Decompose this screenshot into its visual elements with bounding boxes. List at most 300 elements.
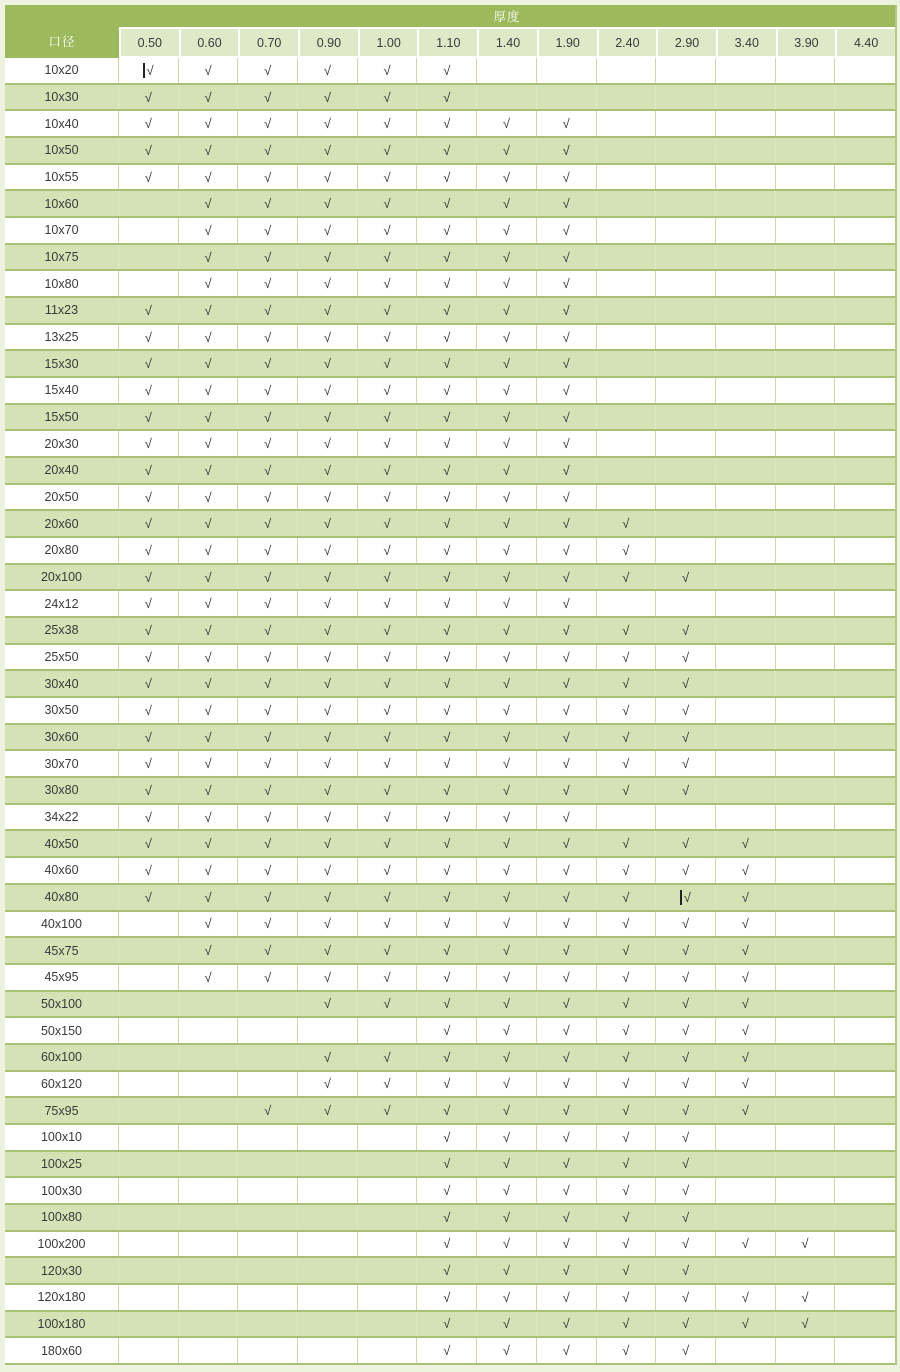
check-cell-30x60-2.90[interactable]: √ [656,725,716,750]
row-label[interactable]: 20x30 [5,431,119,456]
row-label[interactable]: 34x22 [5,805,119,830]
check-cell-120x30-0.90[interactable] [298,1258,358,1283]
check-cell-60x120-3.40[interactable]: √ [716,1072,776,1097]
row-label[interactable]: 10x60 [5,191,119,216]
check-cell-15x40-1.10[interactable]: √ [417,378,477,403]
check-cell-30x50-1.40[interactable]: √ [477,698,537,723]
check-cell-40x80-0.50[interactable]: √ [119,885,179,910]
row-label[interactable]: 30x80 [5,778,119,803]
check-cell-20x100-0.60[interactable]: √ [179,565,239,590]
check-cell-20x100-2.90[interactable]: √ [656,565,716,590]
row-label[interactable]: 11x23 [5,298,119,323]
check-cell-10x75-1.90[interactable]: √ [537,245,597,270]
check-cell-120x30-3.90[interactable] [776,1258,836,1283]
check-cell-20x60-1.90[interactable]: √ [537,511,597,536]
check-cell-50x100-1.40[interactable]: √ [477,992,537,1017]
check-cell-50x100-1.00[interactable]: √ [358,992,418,1017]
check-cell-100x25-0.70[interactable] [238,1152,298,1177]
check-cell-10x40-2.90[interactable] [656,111,716,136]
check-cell-50x150-0.70[interactable] [238,1018,298,1043]
check-cell-10x60-3.90[interactable] [776,191,836,216]
check-cell-50x150-4.40[interactable] [835,1018,895,1043]
check-cell-13x25-0.50[interactable]: √ [119,325,179,350]
thickness-col-3.40[interactable]: 3.40 [718,29,776,56]
check-cell-45x95-0.50[interactable] [119,965,179,990]
check-cell-120x180-4.40[interactable] [835,1285,895,1310]
check-cell-10x55-0.90[interactable]: √ [298,165,358,190]
check-cell-10x60-0.90[interactable]: √ [298,191,358,216]
check-cell-75x95-0.50[interactable] [119,1098,179,1123]
check-cell-75x95-3.40[interactable]: √ [716,1098,776,1123]
check-cell-75x95-4.40[interactable] [835,1098,895,1123]
check-cell-20x60-1.00[interactable]: √ [358,511,418,536]
check-cell-50x100-2.90[interactable]: √ [656,992,716,1017]
row-label[interactable]: 30x60 [5,725,119,750]
check-cell-75x95-1.90[interactable]: √ [537,1098,597,1123]
thickness-col-2.40[interactable]: 2.40 [599,29,657,56]
check-cell-20x60-1.10[interactable]: √ [417,511,477,536]
check-cell-10x20-0.60[interactable]: √ [179,58,239,83]
check-cell-40x60-0.90[interactable]: √ [298,858,358,883]
check-cell-40x100-1.40[interactable]: √ [477,912,537,937]
check-cell-75x95-0.70[interactable]: √ [238,1098,298,1123]
check-cell-120x180-1.00[interactable] [358,1285,418,1310]
check-cell-40x50-3.40[interactable]: √ [716,831,776,856]
check-cell-10x55-0.70[interactable]: √ [238,165,298,190]
check-cell-30x70-1.90[interactable]: √ [537,751,597,776]
check-cell-100x10-2.40[interactable]: √ [597,1125,657,1150]
check-cell-25x50-0.50[interactable]: √ [119,645,179,670]
check-cell-40x60-3.40[interactable]: √ [716,858,776,883]
check-cell-30x80-4.40[interactable] [835,778,895,803]
check-cell-20x60-2.90[interactable] [656,511,716,536]
check-cell-10x60-4.40[interactable] [835,191,895,216]
check-cell-40x100-1.90[interactable]: √ [537,912,597,937]
check-cell-20x60-3.40[interactable] [716,511,776,536]
check-cell-100x180-1.90[interactable]: √ [537,1312,597,1337]
check-cell-20x50-3.40[interactable] [716,485,776,510]
check-cell-20x50-1.10[interactable]: √ [417,485,477,510]
check-cell-15x30-3.90[interactable] [776,351,836,376]
check-cell-25x38-0.90[interactable]: √ [298,618,358,643]
row-label[interactable]: 50x150 [5,1018,119,1043]
check-cell-60x120-2.40[interactable]: √ [597,1072,657,1097]
check-cell-20x100-3.90[interactable] [776,565,836,590]
check-cell-10x20-3.90[interactable] [776,58,836,83]
check-cell-34x22-0.60[interactable]: √ [179,805,239,830]
check-cell-15x50-1.90[interactable]: √ [537,405,597,430]
check-cell-10x60-1.40[interactable]: √ [477,191,537,216]
check-cell-20x30-3.40[interactable] [716,431,776,456]
check-cell-60x100-3.90[interactable] [776,1045,836,1070]
check-cell-15x50-0.60[interactable]: √ [179,405,239,430]
check-cell-11x23-2.90[interactable] [656,298,716,323]
check-cell-13x25-1.40[interactable]: √ [477,325,537,350]
check-cell-30x50-0.60[interactable]: √ [179,698,239,723]
check-cell-20x60-0.70[interactable]: √ [238,511,298,536]
check-cell-20x60-3.90[interactable] [776,511,836,536]
check-cell-60x100-3.40[interactable]: √ [716,1045,776,1070]
row-label[interactable]: 20x60 [5,511,119,536]
check-cell-10x55-2.40[interactable] [597,165,657,190]
check-cell-10x60-2.90[interactable] [656,191,716,216]
check-cell-10x80-0.90[interactable]: √ [298,271,358,296]
check-cell-180x60-3.40[interactable] [716,1338,776,1363]
check-cell-10x30-1.10[interactable]: √ [417,85,477,110]
thickness-col-0.50[interactable]: 0.50 [121,29,179,56]
check-cell-100x30-0.50[interactable] [119,1178,179,1203]
thickness-col-0.90[interactable]: 0.90 [300,29,358,56]
check-cell-10x60-0.50[interactable] [119,191,179,216]
check-cell-20x40-2.40[interactable] [597,458,657,483]
check-cell-75x95-0.60[interactable] [179,1098,239,1123]
row-label[interactable]: 20x50 [5,485,119,510]
row-label[interactable]: 10x70 [5,218,119,243]
check-cell-13x25-1.90[interactable]: √ [537,325,597,350]
check-cell-30x70-4.40[interactable] [835,751,895,776]
check-cell-10x40-0.50[interactable]: √ [119,111,179,136]
check-cell-120x180-1.90[interactable]: √ [537,1285,597,1310]
check-cell-30x40-0.70[interactable]: √ [238,671,298,696]
row-label[interactable]: 25x38 [5,618,119,643]
check-cell-20x40-1.10[interactable]: √ [417,458,477,483]
check-cell-50x150-0.90[interactable] [298,1018,358,1043]
row-label[interactable]: 60x100 [5,1045,119,1070]
check-cell-10x70-1.40[interactable]: √ [477,218,537,243]
check-cell-180x60-1.00[interactable] [358,1338,418,1363]
check-cell-10x80-3.90[interactable] [776,271,836,296]
check-cell-10x70-2.90[interactable] [656,218,716,243]
check-cell-60x100-2.40[interactable]: √ [597,1045,657,1070]
thickness-col-3.90[interactable]: 3.90 [778,29,836,56]
check-cell-100x30-2.90[interactable]: √ [656,1178,716,1203]
check-cell-10x30-3.90[interactable] [776,85,836,110]
check-cell-100x25-1.40[interactable]: √ [477,1152,537,1177]
check-cell-13x25-0.90[interactable]: √ [298,325,358,350]
size-thickness-table[interactable] [5,5,897,1365]
check-cell-30x80-1.00[interactable]: √ [358,778,418,803]
caliber-header-cell[interactable] [5,5,119,58]
check-cell-20x50-1.40[interactable]: √ [477,485,537,510]
check-cell-24x12-4.40[interactable] [835,591,895,616]
check-cell-25x50-1.00[interactable]: √ [358,645,418,670]
check-cell-100x180-1.40[interactable]: √ [477,1312,537,1337]
check-cell-100x200-1.00[interactable] [358,1232,418,1257]
check-cell-100x10-0.60[interactable] [179,1125,239,1150]
check-cell-20x80-1.00[interactable]: √ [358,538,418,563]
check-cell-60x120-1.90[interactable]: √ [537,1072,597,1097]
check-cell-100x80-2.40[interactable]: √ [597,1205,657,1230]
check-cell-10x55-3.90[interactable] [776,165,836,190]
check-cell-30x40-0.50[interactable]: √ [119,671,179,696]
check-cell-10x75-4.40[interactable] [835,245,895,270]
check-cell-10x40-1.90[interactable]: √ [537,111,597,136]
row-label[interactable]: 10x75 [5,245,119,270]
check-cell-100x80-3.40[interactable] [716,1205,776,1230]
check-cell-20x30-2.40[interactable] [597,431,657,456]
check-cell-25x38-1.90[interactable]: √ [537,618,597,643]
check-cell-60x100-0.90[interactable]: √ [298,1045,358,1070]
check-cell-40x80-1.40[interactable]: √ [477,885,537,910]
check-cell-10x80-0.60[interactable]: √ [179,271,239,296]
check-cell-100x30-1.90[interactable]: √ [537,1178,597,1203]
check-cell-11x23-3.90[interactable] [776,298,836,323]
check-cell-20x50-2.90[interactable] [656,485,716,510]
check-cell-75x95-0.90[interactable]: √ [298,1098,358,1123]
check-cell-50x100-0.60[interactable] [179,992,239,1017]
check-cell-10x70-4.40[interactable] [835,218,895,243]
row-label[interactable]: 20x100 [5,565,119,590]
thickness-col-2.90[interactable]: 2.90 [658,29,716,56]
check-cell-100x180-1.10[interactable]: √ [417,1312,477,1337]
check-cell-34x22-1.40[interactable]: √ [477,805,537,830]
check-cell-10x75-2.40[interactable] [597,245,657,270]
check-cell-13x25-3.40[interactable] [716,325,776,350]
check-cell-45x95-3.40[interactable]: √ [716,965,776,990]
check-cell-15x40-3.40[interactable] [716,378,776,403]
check-cell-30x60-1.00[interactable]: √ [358,725,418,750]
check-cell-15x30-1.90[interactable]: √ [537,351,597,376]
check-cell-120x180-3.40[interactable]: √ [716,1285,776,1310]
check-cell-20x100-0.70[interactable]: √ [238,565,298,590]
check-cell-180x60-1.90[interactable]: √ [537,1338,597,1363]
check-cell-30x70-1.40[interactable]: √ [477,751,537,776]
check-cell-100x200-0.50[interactable] [119,1232,179,1257]
check-cell-120x180-1.40[interactable]: √ [477,1285,537,1310]
check-cell-180x60-3.90[interactable] [776,1338,836,1363]
check-cell-34x22-1.90[interactable]: √ [537,805,597,830]
check-cell-60x100-1.00[interactable]: √ [358,1045,418,1070]
check-cell-10x40-1.40[interactable]: √ [477,111,537,136]
row-label[interactable]: 20x40 [5,458,119,483]
check-cell-10x80-1.10[interactable]: √ [417,271,477,296]
check-cell-45x75-1.90[interactable]: √ [537,938,597,963]
check-cell-11x23-0.50[interactable]: √ [119,298,179,323]
check-cell-10x55-1.90[interactable]: √ [537,165,597,190]
check-cell-30x80-2.90[interactable]: √ [656,778,716,803]
check-cell-10x80-2.40[interactable] [597,271,657,296]
check-cell-15x30-2.90[interactable] [656,351,716,376]
check-cell-40x60-1.00[interactable]: √ [358,858,418,883]
check-cell-100x10-1.00[interactable] [358,1125,418,1150]
check-cell-100x80-1.90[interactable]: √ [537,1205,597,1230]
check-cell-11x23-1.10[interactable]: √ [417,298,477,323]
check-cell-24x12-1.10[interactable]: √ [417,591,477,616]
check-cell-40x80-1.10[interactable]: √ [417,885,477,910]
check-cell-40x100-0.90[interactable]: √ [298,912,358,937]
check-cell-11x23-1.40[interactable]: √ [477,298,537,323]
check-cell-34x22-4.40[interactable] [835,805,895,830]
check-cell-15x40-0.60[interactable]: √ [179,378,239,403]
check-cell-25x50-1.10[interactable]: √ [417,645,477,670]
check-cell-40x50-1.90[interactable]: √ [537,831,597,856]
check-cell-30x60-1.10[interactable]: √ [417,725,477,750]
check-cell-45x75-0.70[interactable]: √ [238,938,298,963]
check-cell-10x75-1.40[interactable]: √ [477,245,537,270]
check-cell-20x80-3.40[interactable] [716,538,776,563]
check-cell-45x95-2.90[interactable]: √ [656,965,716,990]
check-cell-40x60-3.90[interactable] [776,858,836,883]
check-cell-40x60-1.40[interactable]: √ [477,858,537,883]
check-cell-100x180-2.40[interactable]: √ [597,1312,657,1337]
check-cell-120x30-1.10[interactable]: √ [417,1258,477,1283]
check-cell-15x50-1.10[interactable]: √ [417,405,477,430]
check-cell-120x180-0.90[interactable] [298,1285,358,1310]
check-cell-25x50-2.90[interactable]: √ [656,645,716,670]
check-cell-40x50-1.40[interactable]: √ [477,831,537,856]
check-cell-40x80-4.40[interactable] [835,885,895,910]
check-cell-20x30-0.50[interactable]: √ [119,431,179,456]
check-cell-10x20-1.10[interactable]: √ [417,58,477,83]
check-cell-20x40-1.00[interactable]: √ [358,458,418,483]
check-cell-15x30-0.90[interactable]: √ [298,351,358,376]
check-cell-50x150-3.90[interactable] [776,1018,836,1043]
check-cell-10x80-0.50[interactable] [119,271,179,296]
check-cell-34x22-3.90[interactable] [776,805,836,830]
check-cell-10x20-1.90[interactable] [537,58,597,83]
check-cell-15x50-0.50[interactable]: √ [119,405,179,430]
check-cell-10x40-0.70[interactable]: √ [238,111,298,136]
check-cell-100x30-0.90[interactable] [298,1178,358,1203]
check-cell-10x20-1.00[interactable]: √ [358,58,418,83]
check-cell-75x95-2.40[interactable]: √ [597,1098,657,1123]
check-cell-120x180-0.50[interactable] [119,1285,179,1310]
check-cell-10x80-1.90[interactable]: √ [537,271,597,296]
check-cell-20x40-0.60[interactable]: √ [179,458,239,483]
check-cell-40x100-0.60[interactable]: √ [179,912,239,937]
check-cell-10x75-1.00[interactable]: √ [358,245,418,270]
check-cell-24x12-0.70[interactable]: √ [238,591,298,616]
check-cell-15x50-0.90[interactable]: √ [298,405,358,430]
check-cell-50x150-1.10[interactable]: √ [417,1018,477,1043]
check-cell-20x40-1.40[interactable]: √ [477,458,537,483]
check-cell-10x50-0.60[interactable]: √ [179,138,239,163]
check-cell-100x80-3.90[interactable] [776,1205,836,1230]
check-cell-40x50-1.00[interactable]: √ [358,831,418,856]
check-cell-20x50-0.50[interactable]: √ [119,485,179,510]
check-cell-100x25-1.90[interactable]: √ [537,1152,597,1177]
check-cell-24x12-3.40[interactable] [716,591,776,616]
check-cell-25x38-2.40[interactable]: √ [597,618,657,643]
check-cell-24x12-1.00[interactable]: √ [358,591,418,616]
check-cell-100x180-0.90[interactable] [298,1312,358,1337]
check-cell-100x180-3.90[interactable]: √ [776,1312,836,1337]
check-cell-60x120-0.90[interactable]: √ [298,1072,358,1097]
check-cell-10x50-2.40[interactable] [597,138,657,163]
check-cell-120x180-0.60[interactable] [179,1285,239,1310]
check-cell-60x100-0.70[interactable] [238,1045,298,1070]
row-label[interactable]: 15x30 [5,351,119,376]
check-cell-20x60-2.40[interactable]: √ [597,511,657,536]
check-cell-100x80-0.50[interactable] [119,1205,179,1230]
check-cell-100x180-0.70[interactable] [238,1312,298,1337]
check-cell-40x60-0.60[interactable]: √ [179,858,239,883]
check-cell-100x10-0.90[interactable] [298,1125,358,1150]
check-cell-15x30-2.40[interactable] [597,351,657,376]
check-cell-30x50-1.90[interactable]: √ [537,698,597,723]
check-cell-120x180-3.90[interactable]: √ [776,1285,836,1310]
check-cell-100x200-1.40[interactable]: √ [477,1232,537,1257]
check-cell-15x30-3.40[interactable] [716,351,776,376]
check-cell-30x50-2.90[interactable]: √ [656,698,716,723]
check-cell-15x40-4.40[interactable] [835,378,895,403]
check-cell-30x60-0.90[interactable]: √ [298,725,358,750]
check-cell-30x50-1.10[interactable]: √ [417,698,477,723]
check-cell-120x30-0.60[interactable] [179,1258,239,1283]
check-cell-50x100-0.50[interactable] [119,992,179,1017]
check-cell-20x40-1.90[interactable]: √ [537,458,597,483]
check-cell-180x60-1.10[interactable]: √ [417,1338,477,1363]
check-cell-100x180-0.50[interactable] [119,1312,179,1337]
check-cell-10x60-1.10[interactable]: √ [417,191,477,216]
check-cell-13x25-0.70[interactable]: √ [238,325,298,350]
row-label[interactable]: 10x80 [5,271,119,296]
check-cell-100x80-0.90[interactable] [298,1205,358,1230]
check-cell-40x80-3.90[interactable] [776,885,836,910]
check-cell-60x120-1.00[interactable]: √ [358,1072,418,1097]
check-cell-25x38-2.90[interactable]: √ [656,618,716,643]
check-cell-100x25-4.40[interactable] [835,1152,895,1177]
check-cell-50x150-2.40[interactable]: √ [597,1018,657,1043]
check-cell-10x30-2.40[interactable] [597,85,657,110]
check-cell-40x60-0.70[interactable]: √ [238,858,298,883]
check-cell-40x50-0.50[interactable]: √ [119,831,179,856]
check-cell-30x70-1.00[interactable]: √ [358,751,418,776]
check-cell-100x80-1.10[interactable]: √ [417,1205,477,1230]
check-cell-100x30-3.40[interactable] [716,1178,776,1203]
check-cell-25x38-3.90[interactable] [776,618,836,643]
check-cell-40x80-0.60[interactable]: √ [179,885,239,910]
check-cell-100x25-1.10[interactable]: √ [417,1152,477,1177]
check-cell-120x30-1.00[interactable] [358,1258,418,1283]
check-cell-34x22-0.50[interactable]: √ [119,805,179,830]
row-label[interactable]: 20x80 [5,538,119,563]
check-cell-13x25-0.60[interactable]: √ [179,325,239,350]
thickness-col-0.70[interactable]: 0.70 [240,29,298,56]
check-cell-10x75-0.90[interactable]: √ [298,245,358,270]
check-cell-20x50-3.90[interactable] [776,485,836,510]
check-cell-120x30-2.90[interactable]: √ [656,1258,716,1283]
check-cell-40x60-2.40[interactable]: √ [597,858,657,883]
check-cell-11x23-0.90[interactable]: √ [298,298,358,323]
check-cell-15x50-4.40[interactable] [835,405,895,430]
check-cell-15x50-1.00[interactable]: √ [358,405,418,430]
check-cell-10x70-3.40[interactable] [716,218,776,243]
check-cell-11x23-0.70[interactable]: √ [238,298,298,323]
check-cell-100x10-2.90[interactable]: √ [656,1125,716,1150]
check-cell-40x50-2.90[interactable]: √ [656,831,716,856]
check-cell-100x25-0.90[interactable] [298,1152,358,1177]
check-cell-15x40-2.90[interactable] [656,378,716,403]
check-cell-120x30-1.40[interactable]: √ [477,1258,537,1283]
check-cell-20x30-0.60[interactable]: √ [179,431,239,456]
check-cell-30x50-3.40[interactable] [716,698,776,723]
check-cell-100x30-4.40[interactable] [835,1178,895,1203]
check-cell-100x180-1.00[interactable] [358,1312,418,1337]
check-cell-10x80-3.40[interactable] [716,271,776,296]
check-cell-13x25-2.40[interactable] [597,325,657,350]
check-cell-13x25-1.10[interactable]: √ [417,325,477,350]
check-cell-30x40-2.40[interactable]: √ [597,671,657,696]
check-cell-40x100-0.50[interactable] [119,912,179,937]
check-cell-120x180-1.10[interactable]: √ [417,1285,477,1310]
check-cell-30x70-3.90[interactable] [776,751,836,776]
check-cell-50x100-3.90[interactable] [776,992,836,1017]
check-cell-30x40-1.40[interactable]: √ [477,671,537,696]
check-cell-45x95-4.40[interactable] [835,965,895,990]
check-cell-15x30-0.50[interactable]: √ [119,351,179,376]
check-cell-40x100-4.40[interactable] [835,912,895,937]
